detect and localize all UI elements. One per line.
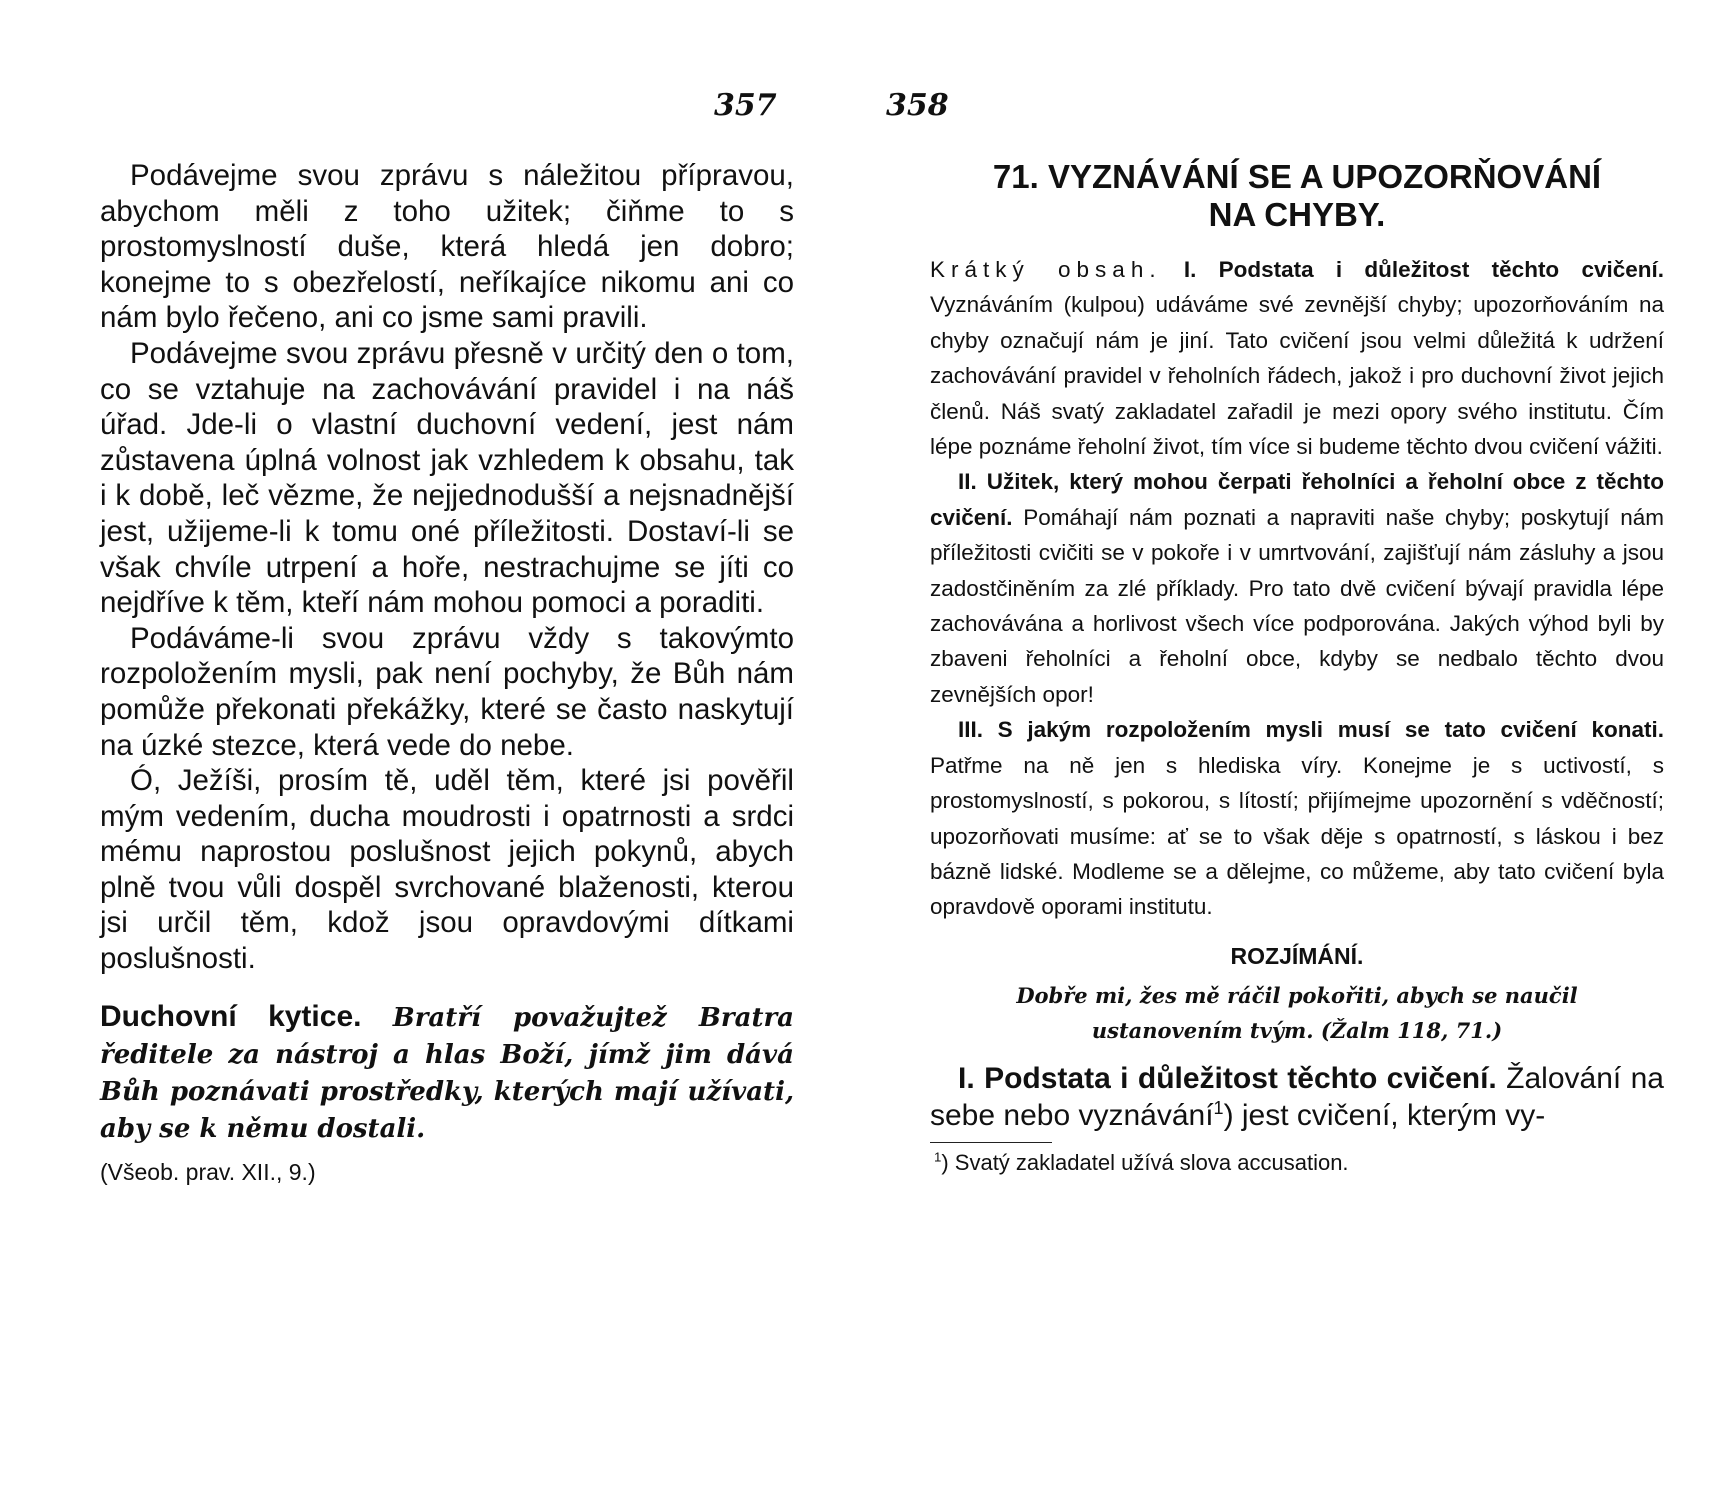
right-text-column <box>930 158 1664 1177</box>
footnote-mark: 1 <box>934 1149 942 1165</box>
footnote-text: ) Svatý zakladatel užívá slova accusation. <box>941 1149 1349 1175</box>
page-number-right: 358 <box>886 88 949 123</box>
summary-heading: I. Podstata i důležitost těchto cvičení. <box>1183 257 1664 282</box>
meditation-body <box>930 1060 1664 1134</box>
body-heading: I. Podstata i důležitost těchto cvičení. <box>958 1061 1497 1095</box>
paragraph: Podáváme-li svou zprávu vždy s takovýmto rozpoložením mysli, pak není pochyby, že Bůh nám pomůže překonati překážky, které se často naskytují na úzké stezce, která vede do nebe. <box>100 621 794 762</box>
chapter-summary <box>930 252 1664 925</box>
paragraph: Podávejme svou zprávu s náležitou přípravou, abychom měli z toho užitek; čiňme to s prostomyslností duše, která hledá jen dobro; konejme to s obezřelostí, neříkajíce nikomu ani co nám bylo řečeno, ani co jsme sami pravili. <box>100 159 794 335</box>
psalm-motto <box>930 978 1664 1048</box>
footnote-reference: 1 <box>1213 1097 1224 1118</box>
footnote-divider <box>930 1142 1052 1143</box>
spiritual-bouquet <box>100 999 794 1147</box>
body-text: ) jest cvičení, kterým vy- <box>1223 1098 1546 1132</box>
footnote <box>930 1149 1664 1177</box>
paragraph: Podávejme svou zprávu přesně v určitý den o tom, co se vztahuje na zachovávání pravidel i na náš úřad. Jde-li o vlastní duchovní vedení, jest nám zůstavena úplná volnost jak vzhledem k obsahu, tak i k době, leč vězme, že nejjednodušší a nejsnadnější jest, užijeme-li k tomu oné příležitosti. Dostaví-li se však chvíle utrpení a hoře, nestrachujme se jíti co nejdříve k těm, kteří nám mohou pomoci a poraditi. <box>100 336 794 620</box>
motto-line: ustanovením tvým. (Žalm 118, 71.) <box>1091 1017 1503 1043</box>
bouquet-text: Bratří považujtež Bratra ředitele za nástroj a hlas Boží, jímž jim dává Bůh poznávati prostředky, kterých mají užívati, aby se k němu dostali. <box>100 1002 795 1144</box>
motto-line: Dobře mi, žes mě ráčil pokořiti, abych se naučil <box>1016 982 1578 1008</box>
page-number-left: 357 <box>714 88 777 123</box>
meditation-heading: ROZJÍMÁNÍ. <box>1230 942 1364 969</box>
bouquet-label: Duchovní kytice. <box>100 999 362 1033</box>
chapter-title-line: NA CHYBY. <box>1208 196 1386 233</box>
right-page <box>858 0 1716 1500</box>
summary-heading: II. Užitek, který mohou čerpati řeholníci a řeholní obce z těchto cvičení. <box>930 469 1664 530</box>
body-text: Žalování na sebe nebo vyznávání <box>930 1061 1664 1132</box>
paragraph: Ó, Ježíši, prosím tě, uděl těm, které jsi pověřil mým vedením, ducha moudrosti i opatrnosti a srdci mému naprostou poslušnost jejich pokynů, abych plně tvou vůli dospěl svrchované blaženosti, kterou jsi určil těm, kdož jsou opravdovými dítkami poslušnosti. <box>100 764 794 976</box>
summary-point-3 <box>930 712 1664 924</box>
summary-point-2 <box>930 464 1664 712</box>
citation: (Všeob. prav. XII., 9.) <box>100 1158 316 1185</box>
summary-text: Patřme na ně jen s hlediska víry. Konejme je s uctivostí, s prostomyslností, s pokorou, s lítostí; přijímejme upozornění s vděčností; upozorňovati musíme: ať se to však děje s opatrností, s láskou i bez bázně lidské. Modleme se a dělejme, co můžeme, aby tato cvičení byla opravdově oporami institutu. <box>930 752 1664 920</box>
summary-text: Pomáhají nám poznati a napraviti naše chyby; poskytují nám příležitosti cvičiti se v pokoře i v umrtvování, zajišťují nám zásluhy a jsou zadostčiněním za zlé příklady. Pro tato dvě cvičení bývají pravidla lépe zachovávána a horlivost všech více podporována. Jakých výhod byli by zbaveni řeholníci a řeholní obce, kdyby se nedbalo těchto dvou zevnějších opor! <box>930 504 1664 707</box>
summary-point-1 <box>930 252 1664 464</box>
left-text-column <box>100 158 794 1190</box>
chapter-title-line: 71. VYZNÁVÁNÍ SE A UPOZORŇOVÁNÍ <box>992 158 1602 195</box>
chapter-title <box>930 158 1664 234</box>
summary-text: Vyznáváním (kulpou) udáváme své zevnější chyby; upozorňováním na chyby označují nám je jiní. Tato cvičení jsou velmi důležitá k udržení zachovávání pravidel v řeholních řádech, jakož i pro duchovní život jejich členů. Náš svatý zakladatel zařadil je mezi opory svého institutu. Čím lépe poznáme řeholní život, tím více si budeme těchto dvou cvičení vážiti. <box>930 292 1664 460</box>
summary-heading: III. S jakým rozpoložením mysli musí se tato cvičení konati. <box>958 717 1664 743</box>
summary-label: Krátký obsah. <box>930 257 1162 282</box>
